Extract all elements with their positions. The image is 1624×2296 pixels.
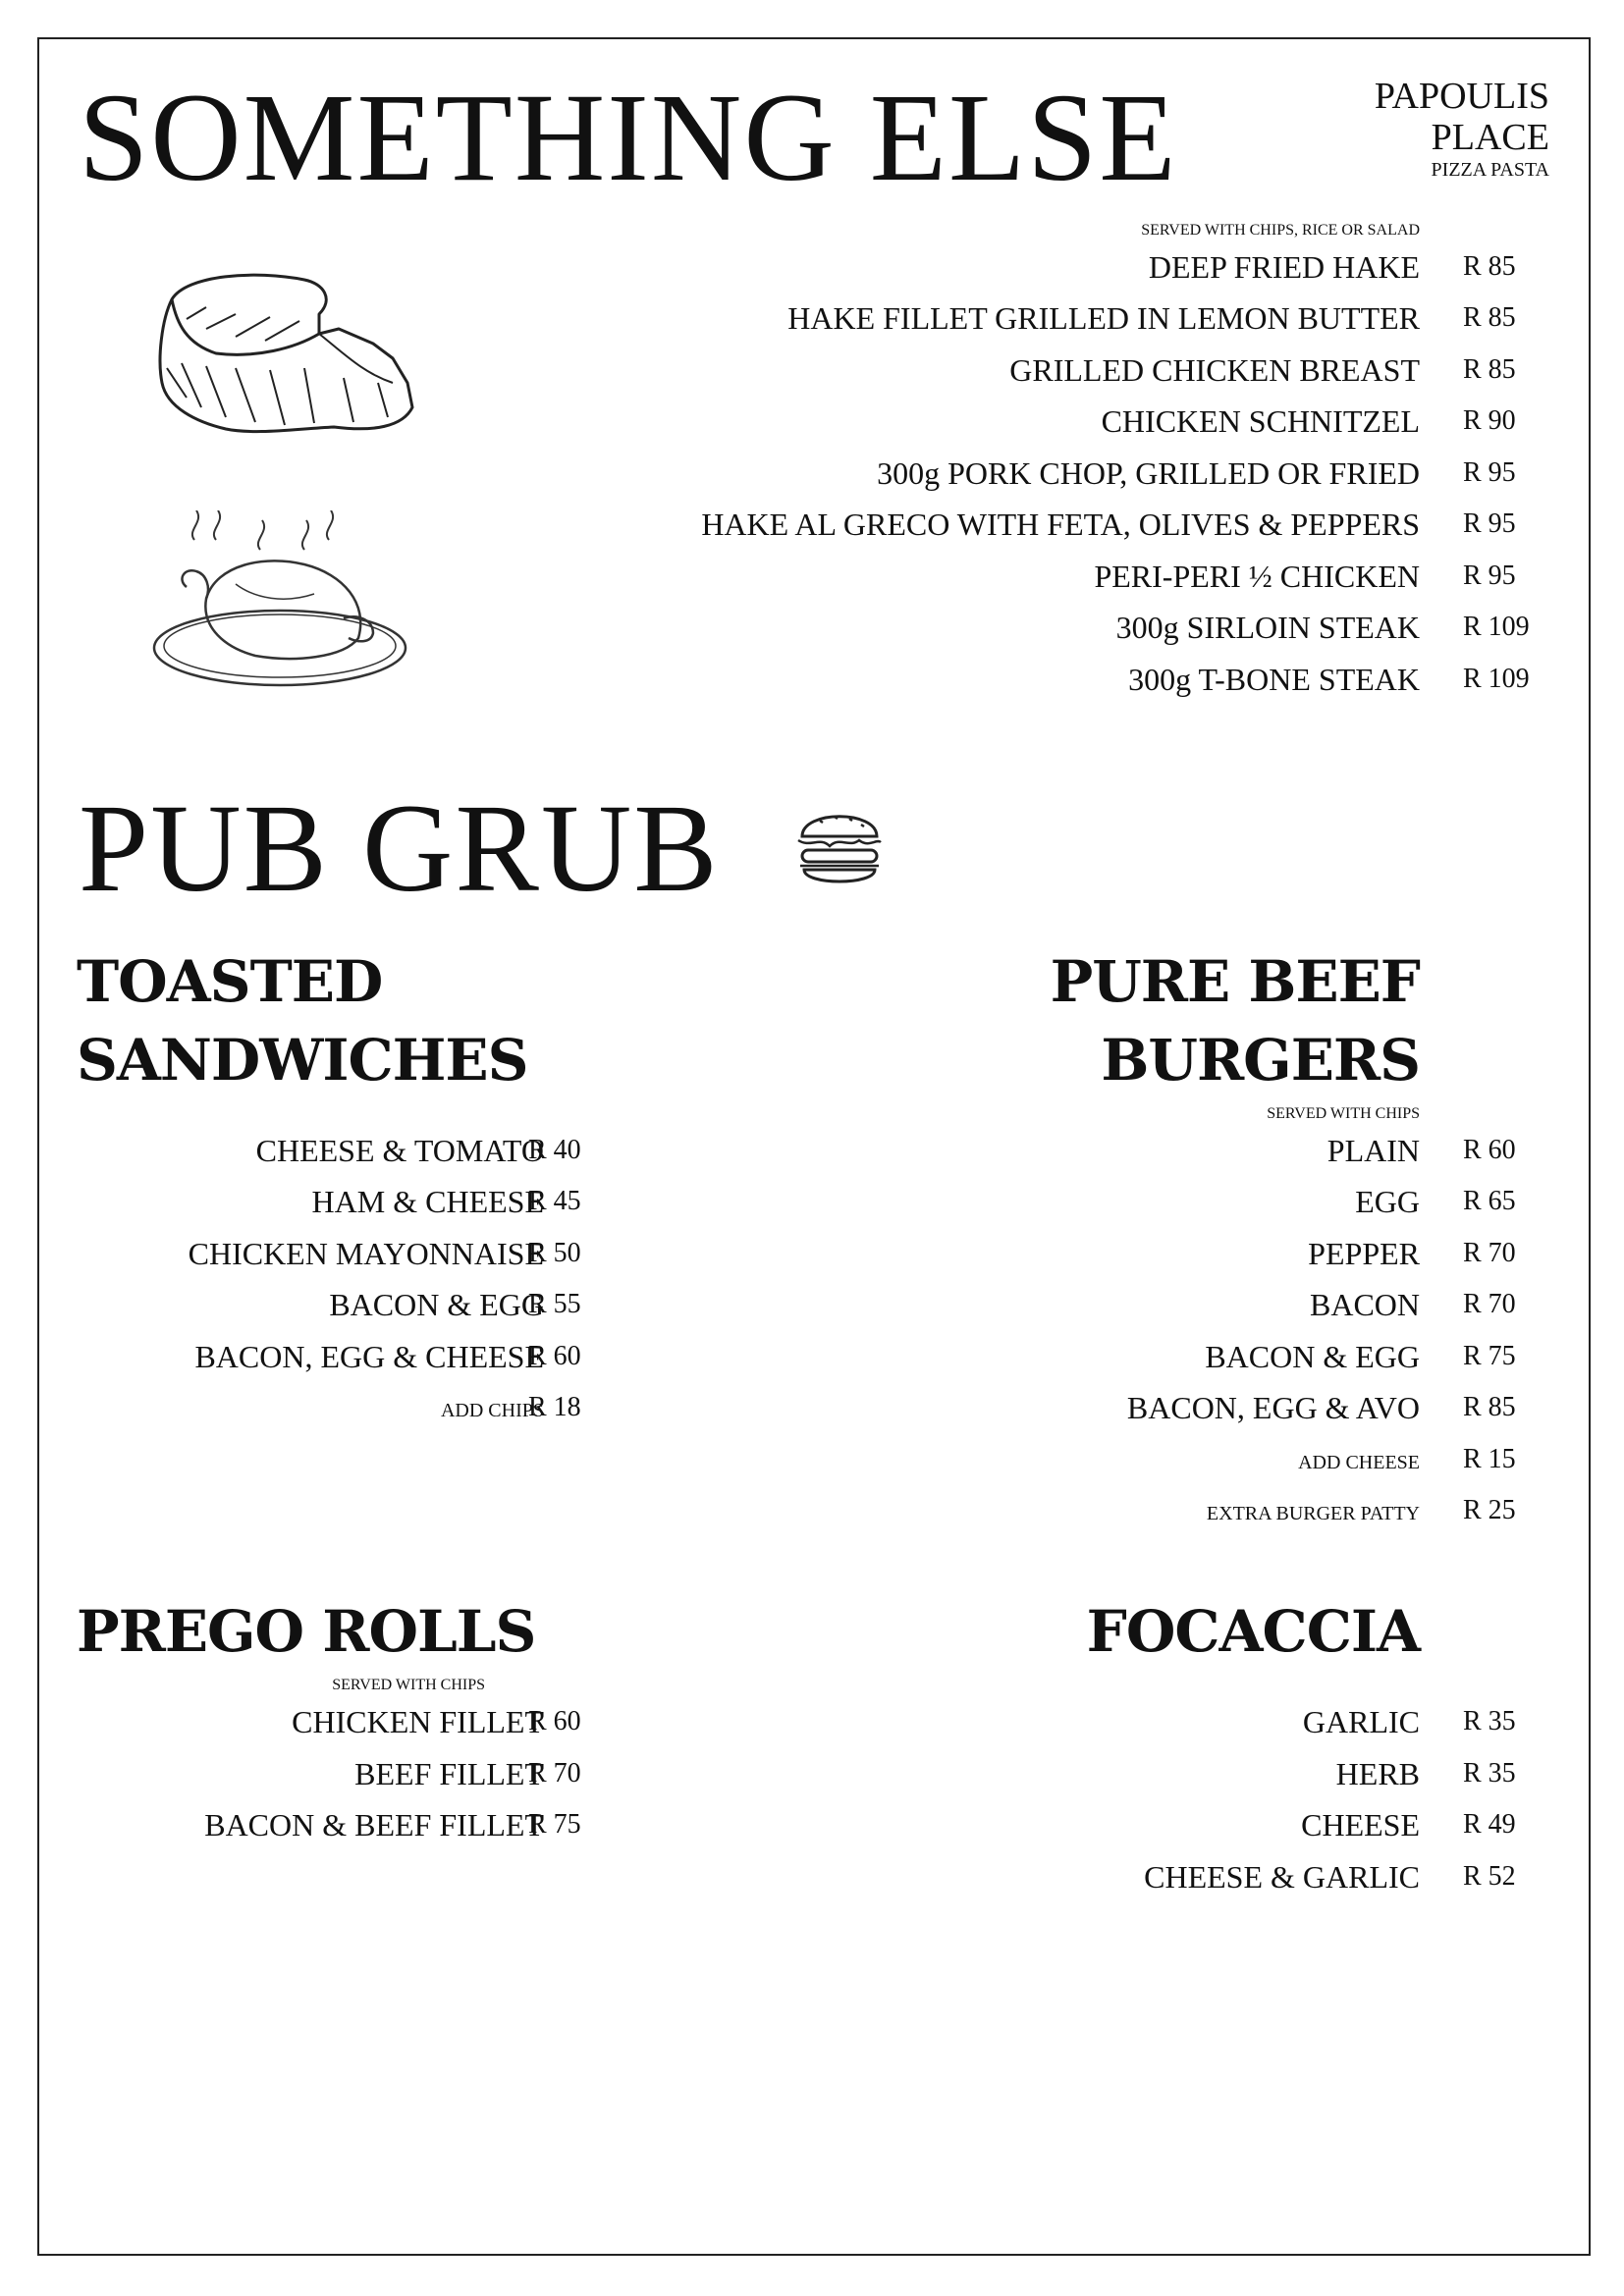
item-price: R 49: [1463, 1809, 1516, 1840]
item-name: EGG: [1355, 1184, 1420, 1219]
menu-item: [59, 1339, 609, 1390]
brand-block: [1375, 77, 1549, 181]
menu-item: [589, 1133, 1571, 1184]
something-else-note: SERVED WITH CHIPS, RICE OR SALAD: [1141, 222, 1420, 239]
item-price: R 60: [528, 1706, 581, 1736]
item-price: R 85: [1463, 251, 1516, 282]
heading-line: TOASTED: [77, 948, 383, 1015]
menu-item: [589, 610, 1571, 661]
menu-item: [589, 352, 1571, 403]
menu-item: [59, 1704, 609, 1755]
item-price: R 90: [1463, 405, 1516, 436]
item-name: 300g T-BONE STEAK: [1128, 662, 1420, 697]
item-price: R 70: [1463, 1238, 1516, 1268]
menu-item: [589, 1236, 1571, 1287]
item-price: R 95: [1463, 508, 1516, 539]
focaccia-heading: FOCACCIA: [1086, 1598, 1420, 1665]
item-name: ADD CHEESE: [1298, 1452, 1420, 1473]
item-price: R 75: [1463, 1341, 1516, 1371]
burgers-note: SERVED WITH CHIPS: [1267, 1105, 1420, 1122]
burgers-heading: [1051, 942, 1420, 1099]
menu-item: [59, 1133, 609, 1184]
item-name: GARLIC: [1302, 1704, 1420, 1739]
heading-line: PURE BEEF: [1050, 948, 1420, 1015]
menu-item: [59, 1756, 609, 1807]
item-price: R 85: [1463, 1392, 1516, 1422]
pub-grub-title: PUB GRUB: [79, 778, 720, 918]
item-price: R 60: [528, 1341, 581, 1371]
menu-item: [589, 662, 1571, 713]
item-price: R 70: [1463, 1289, 1516, 1319]
item-name: DEEP FRIED HAKE: [1148, 249, 1420, 285]
item-name: CHEESE & TOMATO: [255, 1133, 544, 1168]
item-name: 300g PORK CHOP, GRILLED OR FRIED: [877, 455, 1420, 491]
item-name: BACON & EGG: [329, 1287, 544, 1322]
menu-item: [589, 300, 1571, 351]
item-name: EXTRA BURGER PATTY: [1206, 1503, 1420, 1524]
item-name: CHICKEN SCHNITZEL: [1101, 403, 1420, 439]
item-price: R 95: [1463, 561, 1516, 591]
item-price: R 109: [1463, 664, 1530, 694]
item-price: R 50: [528, 1238, 581, 1268]
item-name: PERI-PERI ½ CHICKEN: [1094, 559, 1420, 594]
item-price: R 52: [1463, 1861, 1516, 1892]
steak-icon: [147, 260, 422, 456]
item-name: CHICKEN FILLET: [292, 1704, 544, 1739]
menu-item: [589, 1704, 1571, 1755]
item-name: HAKE FILLET GRILLED IN LEMON BUTTER: [787, 300, 1420, 336]
item-name: BACON & EGG: [1205, 1339, 1420, 1374]
item-price: R 70: [528, 1758, 581, 1789]
item-price: R 18: [528, 1392, 581, 1422]
prego-note: SERVED WITH CHIPS: [332, 1677, 485, 1693]
prego-heading: PREGO ROLLS: [77, 1598, 536, 1665]
menu-item: [59, 1390, 609, 1441]
item-name: 300g SIRLOIN STEAK: [1115, 610, 1420, 645]
menu-item: [589, 559, 1571, 610]
menu-item: [59, 1184, 609, 1235]
item-name: BEEF FILLET: [354, 1756, 544, 1791]
item-price: R 15: [1463, 1444, 1516, 1474]
item-price: R 35: [1463, 1706, 1516, 1736]
menu-item: [589, 249, 1571, 300]
item-name: PEPPER: [1308, 1236, 1420, 1271]
menu-item: [589, 1493, 1571, 1544]
menu-item: [589, 1184, 1571, 1235]
item-price: R 109: [1463, 612, 1530, 642]
item-name: BACON, EGG & AVO: [1126, 1390, 1420, 1425]
item-name: BACON, EGG & CHEESE: [194, 1339, 544, 1374]
brand-name-line1: PAPOULIS: [1374, 76, 1549, 117]
item-name: GRILLED CHICKEN BREAST: [1009, 352, 1420, 388]
menu-item: [589, 403, 1571, 454]
heading-line: BURGERS: [1101, 1027, 1420, 1095]
item-price: R 95: [1463, 457, 1516, 488]
menu-item: [589, 1390, 1571, 1441]
item-name: CHEESE: [1301, 1807, 1420, 1842]
roast-chicken-icon: [147, 510, 412, 692]
item-price: R 40: [528, 1135, 581, 1165]
item-price: R 35: [1463, 1758, 1516, 1789]
menu-item: [589, 1339, 1571, 1390]
item-price: R 45: [528, 1186, 581, 1216]
item-name: HAM & CHEESE: [311, 1184, 544, 1219]
heading-line: SANDWICHES: [77, 1027, 528, 1095]
item-price: R 60: [1463, 1135, 1516, 1165]
item-name: HAKE AL GRECO WITH FETA, OLIVES & PEPPERS: [701, 507, 1420, 542]
item-price: R 55: [528, 1289, 581, 1319]
item-name: CHICKEN MAYONNAISE: [188, 1236, 544, 1271]
brand-name-line2: PLACE: [1431, 116, 1549, 158]
menu-item: [59, 1287, 609, 1338]
menu-item: [589, 1859, 1571, 1910]
item-price: R 75: [528, 1809, 581, 1840]
item-price: R 65: [1463, 1186, 1516, 1216]
item-name: ADD CHIPS: [440, 1400, 544, 1421]
brand-tagline: PIZZA PASTA: [1431, 158, 1549, 181]
menu-item: [589, 1756, 1571, 1807]
burger-icon: [790, 795, 889, 893]
item-price: R 85: [1463, 354, 1516, 385]
item-name: BACON: [1309, 1287, 1420, 1322]
something-else-title: SOMETHING ELSE: [79, 68, 1178, 207]
menu-item: [589, 507, 1571, 558]
menu-item: [589, 1287, 1571, 1338]
item-price: R 85: [1463, 302, 1516, 333]
item-name: HERB: [1335, 1756, 1420, 1791]
menu-item: [589, 455, 1571, 507]
menu-item: [59, 1236, 609, 1287]
item-name: CHEESE & GARLIC: [1144, 1859, 1420, 1895]
menu-item: [589, 1442, 1571, 1493]
item-name: PLAIN: [1326, 1133, 1420, 1168]
item-price: R 25: [1463, 1495, 1516, 1525]
menu-item: [59, 1807, 609, 1858]
menu-item: [589, 1807, 1571, 1858]
item-name: BACON & BEEF FILLET: [204, 1807, 544, 1842]
toasted-sandwiches-heading: [77, 942, 528, 1099]
